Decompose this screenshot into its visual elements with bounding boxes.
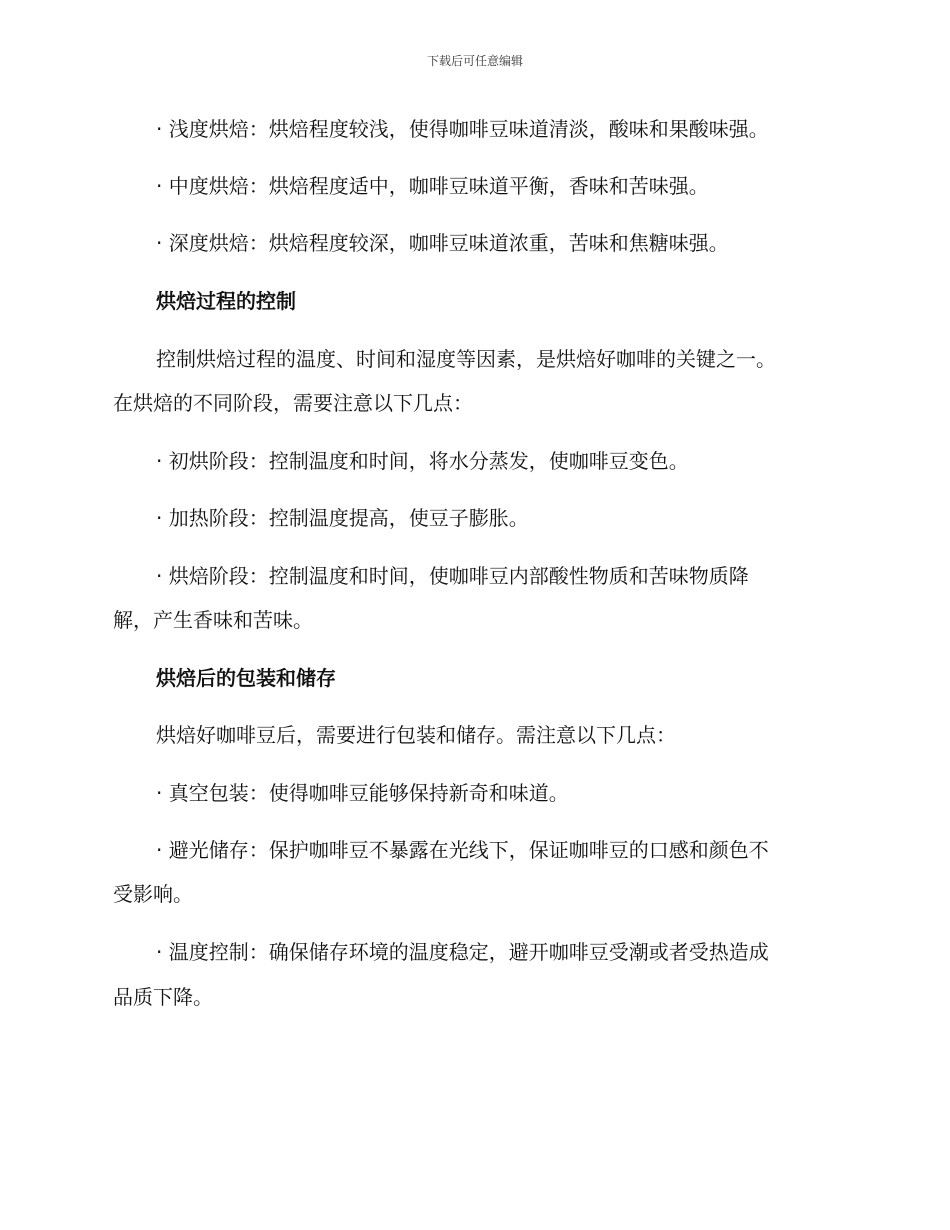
bullet-roasting-stage-line1: · 烘焙阶段：控制温度和时间，使咖啡豆内部酸性物质和苦味物质降	[156, 564, 749, 588]
bullet-roasting-stage-line2: 解，产生香味和苦味。	[113, 608, 313, 632]
bullet-light-roast: · 浅度烘焙：烘焙程度较浅，使得咖啡豆味道清淡，酸味和果酸味强。	[156, 117, 769, 141]
bullet-temperature-control-line1: · 温度控制：确保储存环境的温度稳定，避开咖啡豆受潮或者受热造成	[156, 940, 769, 964]
paragraph-control-line2: 在烘焙的不同阶段，需要注意以下几点：	[113, 391, 473, 415]
paragraph-packaging: 烘焙好咖啡豆后，需要进行包装和储存。需注意以下几点：	[156, 723, 676, 747]
section-heading-packaging-storage: 烘焙后的包装和储存	[156, 666, 336, 690]
page-header: 下载后可任意编辑	[426, 54, 523, 68]
section-heading-roast-control: 烘焙过程的控制	[156, 289, 296, 313]
bullet-dark-roast: · 深度烘焙：烘焙程度较深，咖啡豆味道浓重，苦味和焦糖味强。	[156, 231, 729, 255]
paragraph-control-line1: 控制烘焙过程的温度、时间和湿度等因素，是烘焙好咖啡的关键之一。	[156, 347, 776, 371]
bullet-vacuum-packaging: · 真空包装：使得咖啡豆能够保持新奇和味道。	[156, 781, 569, 805]
bullet-temperature-control-line2: 品质下降。	[113, 985, 213, 1009]
bullet-heating-stage: · 加热阶段：控制温度提高，使豆子膨胀。	[156, 506, 529, 530]
bullet-light-avoidance-line2: 受影响。	[113, 882, 193, 906]
bullet-light-avoidance-line1: · 避光储存：保护咖啡豆不暴露在光线下，保证咖啡豆的口感和颜色不	[156, 838, 769, 862]
bullet-initial-stage: · 初烘阶段：控制温度和时间，将水分蒸发，使咖啡豆变色。	[156, 449, 689, 473]
bullet-medium-roast: · 中度烘焙：烘焙程度适中，咖啡豆味道平衡，香味和苦味强。	[156, 174, 709, 198]
